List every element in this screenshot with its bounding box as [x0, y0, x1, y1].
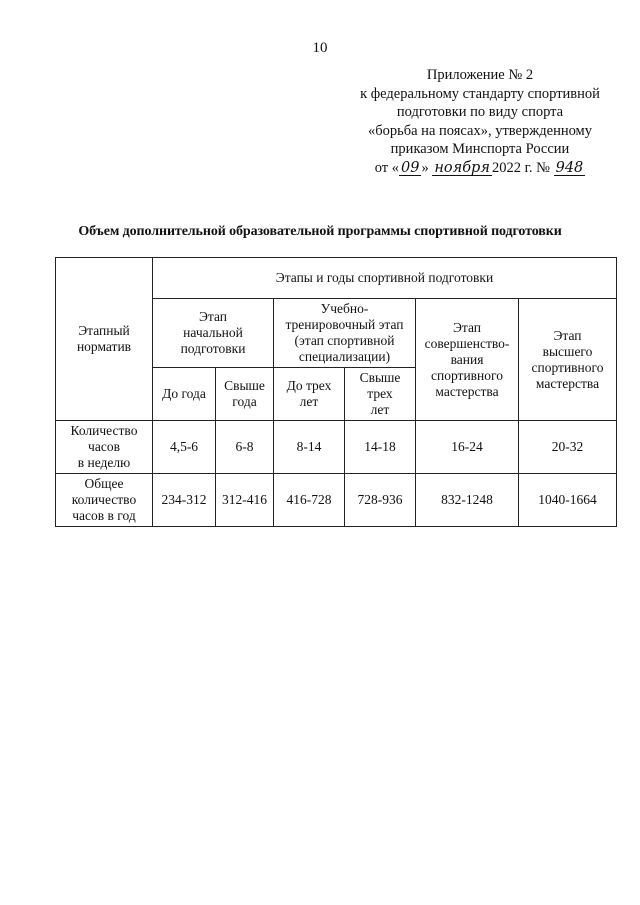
appendix-standard-ref: к федеральному стандарту спортивной [360, 85, 600, 102]
table-cell: 416-728 [274, 474, 345, 527]
table-cell: 14-18 [345, 421, 416, 474]
date-mid: » [421, 159, 429, 176]
table-cell: 6-8 [216, 421, 274, 474]
row-label-hours-per-week: Количество часов в неделю [56, 421, 153, 474]
corner-header: Этапный норматив [56, 258, 153, 421]
subheader-up-to-year: До года [153, 368, 216, 421]
order-number-handwritten: 948 [555, 159, 584, 176]
table-cell: 728-936 [345, 474, 416, 527]
table-cell: 1040-1664 [519, 474, 617, 527]
stage-header-initial: Этап начальной подготовки [153, 299, 274, 368]
subheader-up-to-three-years: До трех лет [274, 368, 345, 421]
row-label-hours-per-year: Общее количество часов в год [56, 474, 153, 527]
table-cell: 20-32 [519, 421, 617, 474]
table-cell: 4,5-6 [153, 421, 216, 474]
stage-header-highest: Этап высшего спортивного мастерства [519, 299, 617, 421]
appendix-sport-name: «борьба на поясах», утвержденному [368, 122, 592, 139]
appendix-header [330, 66, 630, 178]
table-row [56, 474, 617, 527]
date-month-handwritten: ноября [434, 159, 490, 176]
table-header-row [56, 258, 617, 299]
appendix-order-date [330, 159, 630, 178]
document-title: Объем дополнительной образовательной программы спортивной подготовки [78, 224, 562, 239]
date-year: 2022 г. № [491, 159, 550, 176]
subheader-over-three-years: Свыше трех лет [345, 368, 416, 421]
table-cell: 832-1248 [416, 474, 519, 527]
appendix-sport-ref: подготовки по виду спорта [396, 104, 564, 121]
stage-header-training: Учебно- тренировочный этап (этап спортивной специализации) [274, 299, 416, 368]
page-number: 10 [312, 40, 328, 56]
group-header: Этапы и годы спортивной подготовки [153, 258, 617, 299]
appendix-order-ref: приказом Минспорта России [390, 141, 570, 158]
stage-header-improvement: Этап совершенство- вания спортивного мастерства [416, 299, 519, 421]
table-cell: 16-24 [416, 421, 519, 474]
table-cell: 234-312 [153, 474, 216, 527]
date-day-handwritten: 09 [400, 159, 420, 176]
appendix-number: Приложение № 2 [426, 67, 534, 83]
subheader-over-year: Свыше года [216, 368, 274, 421]
norms-table [55, 257, 617, 527]
table-cell: 8-14 [274, 421, 345, 474]
table-cell: 312-416 [216, 474, 274, 527]
table-row [56, 421, 617, 474]
date-prefix: от « [374, 159, 399, 176]
